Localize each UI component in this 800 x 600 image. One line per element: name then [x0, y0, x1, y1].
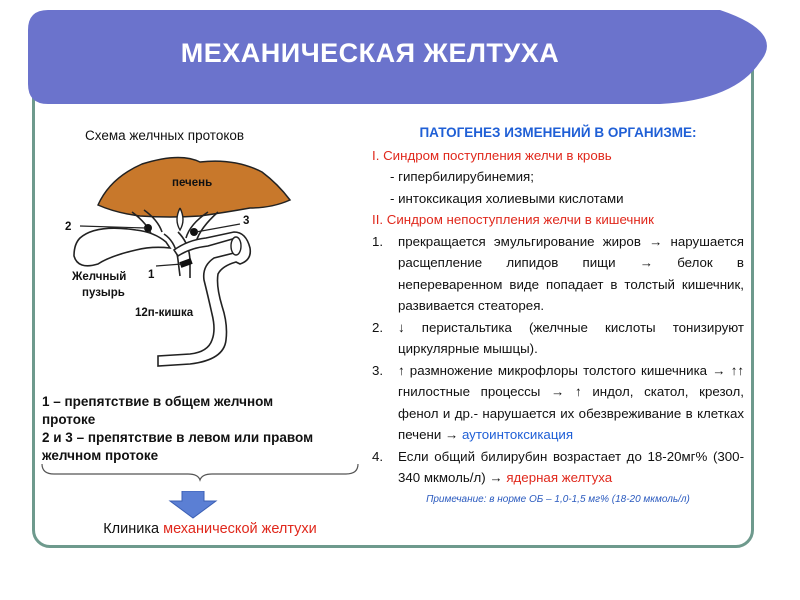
list-item: [372, 231, 744, 317]
list-item: [372, 446, 744, 489]
legend-line: желчном протоке: [42, 448, 159, 463]
item-number: 2.: [372, 319, 384, 335]
list-item: [372, 360, 744, 446]
clinic-highlight: механической желтухи: [163, 521, 317, 537]
bile-duct-diagram: [40, 120, 370, 385]
item-highlight: аутоинтоксикация: [461, 427, 574, 442]
legend-line: 1 – препятствие в общем желчном: [42, 394, 274, 409]
down-arrow-icon: [168, 491, 218, 519]
gallbladder-label-2: пузырь: [82, 287, 125, 299]
diagram-caption: Схема желчных протоков: [85, 128, 245, 143]
item-highlight: ядерная желтуха: [506, 470, 613, 485]
list-item: [372, 317, 744, 360]
marker-1: 1: [148, 269, 155, 281]
clinic-prefix: Клиника: [103, 521, 164, 537]
duodenum-label: 12п-кишка: [135, 307, 194, 319]
pathogenesis-heading: ПАТОГЕНЕЗ ИЗМЕНЕНИЙ В ОРГАНИЗМЕ:: [419, 125, 697, 140]
marker-3: 3: [243, 215, 250, 227]
section-1-point: - гипербилирубинемия;: [390, 169, 534, 184]
item-number: 4.: [372, 448, 384, 464]
item-number: 3.: [372, 362, 384, 378]
legend-line: протоке: [42, 412, 96, 427]
section-2-title: II. Синдром непоступления желчи в кишечник: [372, 212, 654, 227]
page-title: МЕХАНИЧЕСКАЯ ЖЕЛТУХА: [180, 38, 560, 68]
clinic-caption: [60, 521, 360, 537]
legend-line: 2 и 3 – препятствие в левом или правом: [42, 430, 314, 445]
item-text: ↓ перистальтика (желчные кислоты тонизируют циркулярные мышцы).: [398, 319, 744, 356]
pathogenesis-panel: [372, 122, 744, 510]
item-text-wrap: [398, 360, 744, 446]
bracket: [40, 462, 360, 482]
gallbladder-label-1: Желчный: [72, 271, 127, 283]
section-1-point: - интоксикация холиевыми кислотами: [390, 190, 624, 206]
section-1-title: I. Синдром поступления желчи в кровь: [372, 147, 612, 163]
item-number: 1.: [372, 233, 384, 249]
item-text: Если общий билирубин возрастает до 18-20мг% (300-340 мкмоль/л) →: [398, 448, 744, 485]
footnote: Примечание: в норме ОБ – 1,0-1,5 мг% (18-20 мкмоль/л): [426, 493, 690, 505]
item-text: прекращается эмульгирование жиров → нарушается расщепление липидов пищи → белок в непереваренном виде попадает в толстый кишечник, развивается стеаторея.: [398, 233, 744, 313]
item-text: ↑ размножение микрофлоры толстого кишечника → ↑↑ гнилостные процессы → ↑ индол, скатол, крезол, фенол и др.- нарушается их обезвреживание в клетках печени →: [398, 362, 744, 442]
marker-2: 2: [65, 221, 72, 233]
gallbladder: [74, 228, 170, 266]
diagram-legend: [42, 393, 372, 465]
liver-label: печень: [172, 177, 213, 189]
item-text-wrap: [398, 446, 744, 489]
